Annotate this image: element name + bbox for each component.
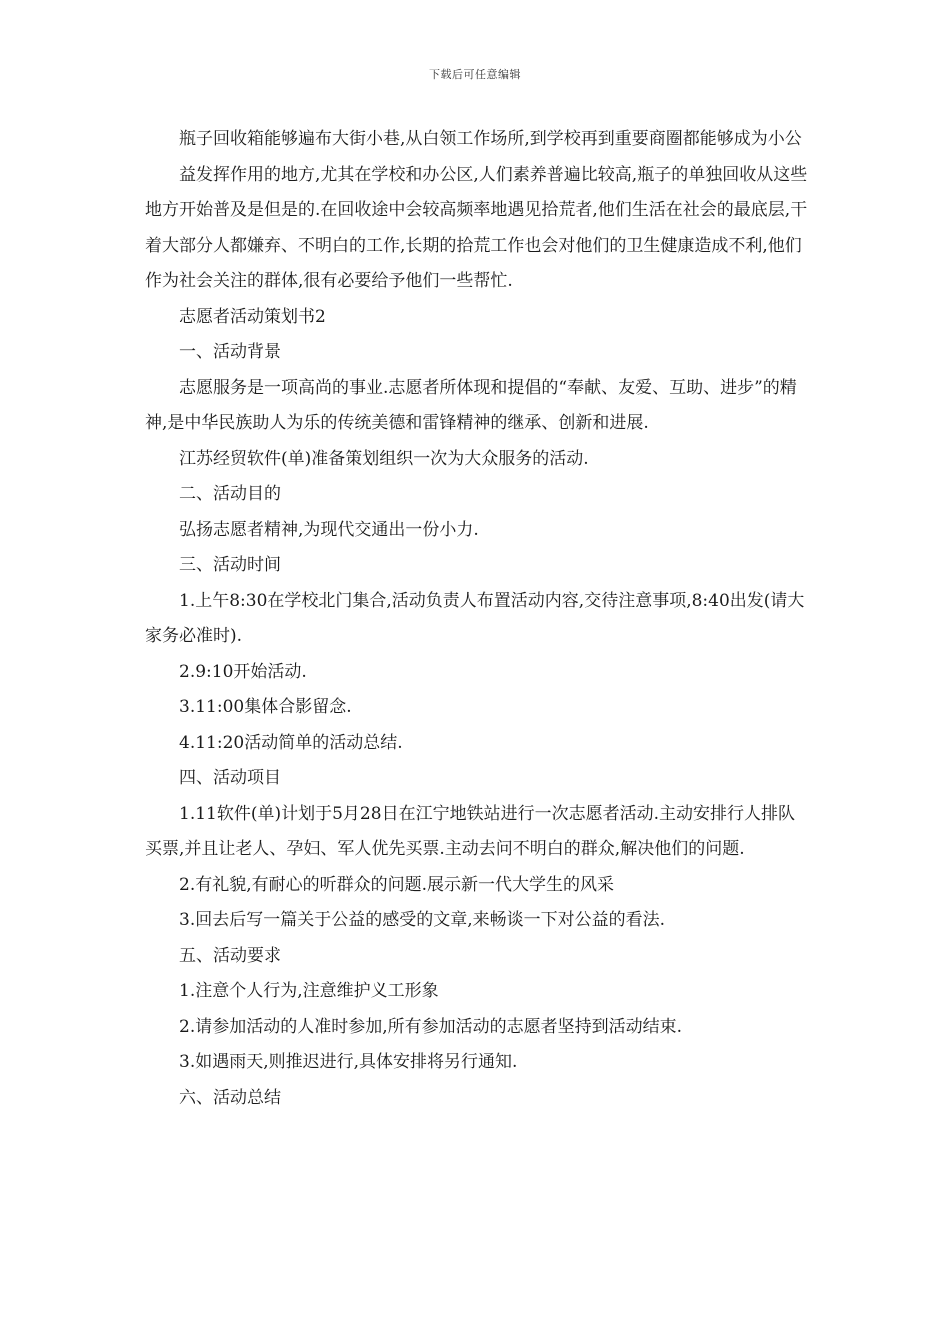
paragraph-1: 瓶子回收箱能够遍布大街小巷,从白领工作场所,到学校再到重要商圈都能够成为小公 [179, 129, 802, 149]
page-header: 下载后可任意编辑 [429, 68, 521, 81]
list-item-time-4: 4.11:20活动简单的活动总结. [179, 732, 403, 753]
paragraph-2: 益发挥作用的地方,尤其在学校和办公区,人们素养普遍比较高,瓶子的单独回收从这些地方开始普及是但是的.在回收途中会较高频率地遇见拾荒者,他们生活在社会的最底层,干着大部分人都嫌弃、不明白的工作,长期的拾荒工作也会对他们的卫生健康造成不利,他们作为社会关注的群体,很有必要给予他们一些帮忙. [145, 164, 808, 291]
paragraph-background-2: 江苏经贸软件(单)准备策划组织一次为大众服务的活动. [179, 448, 589, 469]
list-item-requirement-2: 2.请参加活动的人准时参加,所有参加活动的志愿者坚持到活动结束. [179, 1016, 683, 1037]
list-item-time-1: 1.上午8:30在学校北门集合,活动负责人布置活动内容,交待注意事项,8:40出发(请大家务必准时). [145, 590, 805, 646]
list-item-requirement-1: 1.注意个人行为,注意维护义工形象 [179, 981, 439, 1001]
list-item-project-3: 3.回去后写一篇关于公益的感受的文章,来畅谈一下对公益的看法. [179, 910, 666, 930]
document-body [145, 122, 810, 1116]
list-item-project-2: 2.有礼貌,有耐心的听群众的问题.展示新一代大学生的风采 [179, 874, 615, 895]
heading-summary: 六、活动总结 [179, 1087, 281, 1108]
section-title: 志愿者活动策划书2 [179, 306, 326, 327]
heading-background: 一、活动背景 [179, 342, 281, 362]
list-item-time-3: 3.11:00集体合影留念. [179, 697, 352, 717]
list-item-time-2: 2.9:10开始活动. [179, 661, 307, 682]
heading-requirements: 五、活动要求 [179, 945, 281, 966]
list-item-project-1: 1.11软件(单)计划于5月28日在江宁地铁站进行一次志愿者活动.主动安排行人排队买票,并且让老人、孕妇、军人优先买票.主动去问不明白的群众,解决他们的问题. [145, 803, 795, 859]
paragraph-background-1: 志愿服务是一项高尚的事业.志愿者所体现和提倡的“奉献、友爱、互助、进步”的精神,是中华民族助人为乐的传统美德和雷锋精神的继承、创新和进展. [145, 377, 797, 433]
list-item-requirement-3: 3.如遇雨天,则推迟进行,具体安排将另行通知. [179, 1052, 518, 1072]
heading-purpose: 二、活动目的 [179, 484, 281, 504]
paragraph-purpose: 弘扬志愿者精神,为现代交通出一份小力. [179, 519, 479, 540]
heading-projects: 四、活动项目 [179, 768, 281, 788]
heading-time: 三、活动时间 [179, 555, 281, 575]
